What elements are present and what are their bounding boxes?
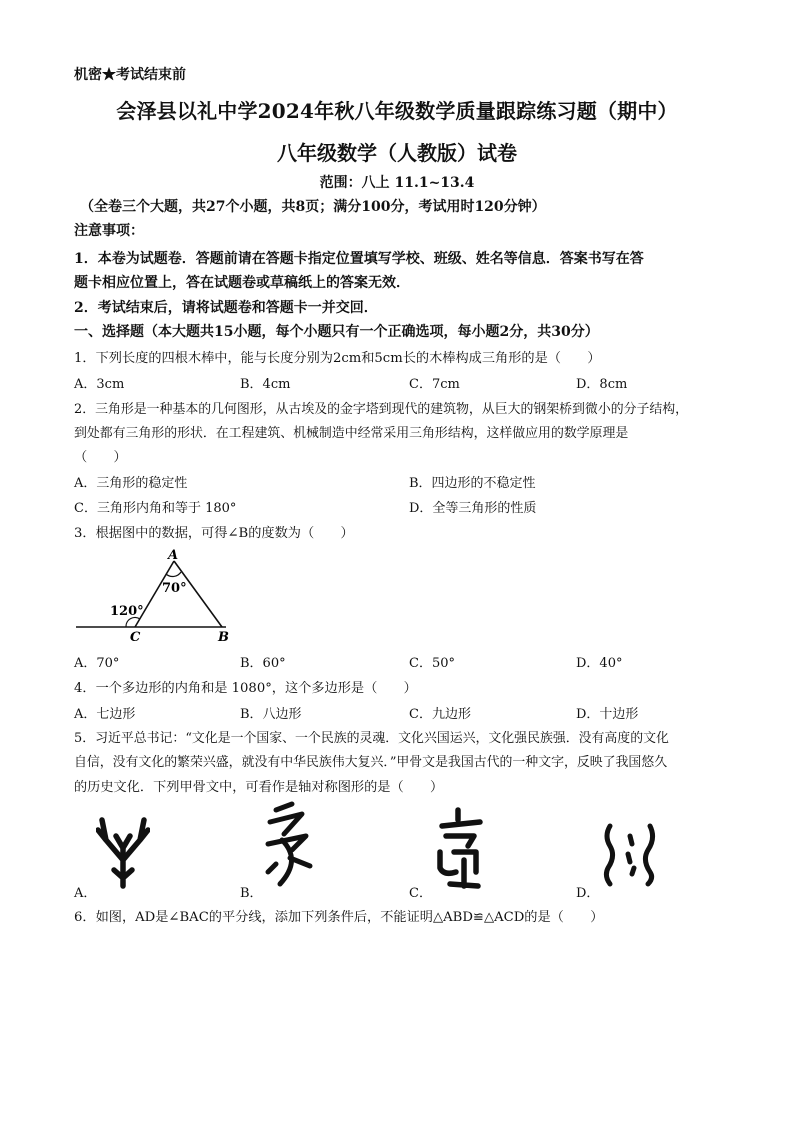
q2-option-a: A．三角形的稳定性	[74, 476, 188, 491]
q5-option-c: C．	[409, 886, 432, 901]
oracle-glyph-water-icon	[600, 822, 660, 888]
q3-option-a: A．70°	[74, 656, 120, 671]
label-a: A	[168, 548, 179, 563]
glyph-b-strokes	[268, 804, 310, 884]
angle-a-value: 70°	[162, 581, 187, 596]
q2-option-d: D．全等三角形的性质	[409, 501, 537, 516]
q2-stem-line-3: （ ）	[74, 450, 127, 465]
notes-item-1-line-1: 1．本卷为试题卷．答题前请在答题卡指定位置填写学校、班级、姓名等信息．答案书写在答	[74, 251, 644, 267]
notes-item-2: 2．考试结束后，请将试题卷和答题卡一并交回．	[74, 300, 378, 316]
q4-option-a: A．七边形	[74, 707, 136, 722]
q3-option-d: D．40°	[576, 656, 623, 671]
confidential-label: 机密★考试结束前	[74, 67, 186, 83]
q4-option-b: B．八边形	[240, 707, 302, 722]
q4-option-c: C．九边形	[409, 707, 471, 722]
q4-option-d: D．十边形	[576, 707, 639, 722]
q3-option-b: B．60°	[240, 656, 286, 671]
notes-item-1-line-2: 题卡相应位置上，答在试题卷或草稿纸上的答案无效．	[74, 275, 410, 291]
q2-stem-line-2: 到处都有三角形的形状．在工程建筑、机械制造中经常采用三角形结构，这样做应用的数学原理是	[74, 426, 629, 441]
q2-stem-line-1: 2．三角形是一种基本的几何图形，从古埃及的金字塔到现代的建筑物，从巨大的钢架桥到微小的分子结构，	[74, 402, 689, 417]
oracle-glyph-b-icon	[262, 800, 318, 890]
q6-stem: 6．如图，AD是∠BAC的平分线，添加下列条件后，不能证明△ABD≌△ACD的是（ ）	[74, 910, 604, 925]
glyph-a-strokes	[98, 820, 148, 886]
q3-triangle-figure	[70, 545, 240, 645]
q5-stem-line-1: 5．习近平总书记：“文化是一个国家、一个民族的灵魂．文化兴国运兴，文化强民族强．没有高度的文化	[74, 731, 669, 746]
q1-option-c: C．7cm	[409, 377, 460, 392]
angle-a-arc	[166, 572, 181, 577]
exam-range: 范围：八上 11.1~13.4	[319, 175, 475, 191]
q4-stem: 4．一个多边形的内角和是 1080°，这个多边形是（ ）	[74, 681, 417, 696]
oracle-glyph-symmetric-icon	[96, 808, 150, 890]
exam-subtitle: 八年级数学（人教版）试卷	[277, 141, 517, 165]
label-b: B	[218, 630, 229, 645]
q1-option-a: A．3cm	[74, 377, 125, 392]
q1-option-b: B．4cm	[240, 377, 291, 392]
oracle-glyph-c-icon	[432, 806, 492, 892]
q2-option-b: B．四边形的不稳定性	[409, 476, 536, 491]
glyph-d-strokes	[606, 826, 652, 884]
paper-info: （全卷三个大题，共27个小题，共8页；满分100分，考试用时120分钟）	[80, 199, 546, 215]
q5-option-b: B．	[240, 886, 263, 901]
q5-option-a: A．	[74, 886, 97, 901]
q1-stem: 1．下列长度的四根木棒中，能与长度分别为2cm和5cm长的木棒构成三角形的是（ ）	[74, 351, 601, 366]
exam-title: 会泽县以礼中学2024年秋八年级数学质量跟踪练习题（期中）	[116, 99, 678, 123]
q3-stem: 3．根据图中的数据，可得∠B的度数为（ ）	[74, 526, 354, 541]
q3-option-c: C．50°	[409, 656, 455, 671]
glyph-c-strokes	[440, 810, 480, 886]
notes-heading: 注意事项：	[74, 223, 144, 239]
q1-option-d: D．8cm	[576, 377, 628, 392]
q2-option-c: C．三角形内角和等于 180°	[74, 501, 237, 516]
q5-option-d: D．	[576, 886, 600, 901]
q5-stem-line-2: 自信，没有文化的繁荣兴盛，就没有中华民族伟大复兴．”甲骨文是我国古代的一种文字，反映了我国悠久	[74, 755, 668, 770]
label-c: C	[130, 630, 141, 645]
q5-stem-line-3: 的历史文化．下列甲骨文中，可看作是轴对称图形的是（ ）	[74, 780, 444, 795]
exterior-angle-value: 120°	[110, 604, 144, 619]
section-1-heading: 一、选择题（本大题共15小题，每个小题只有一个正确选项，每小题2分，共30分）	[74, 324, 599, 340]
